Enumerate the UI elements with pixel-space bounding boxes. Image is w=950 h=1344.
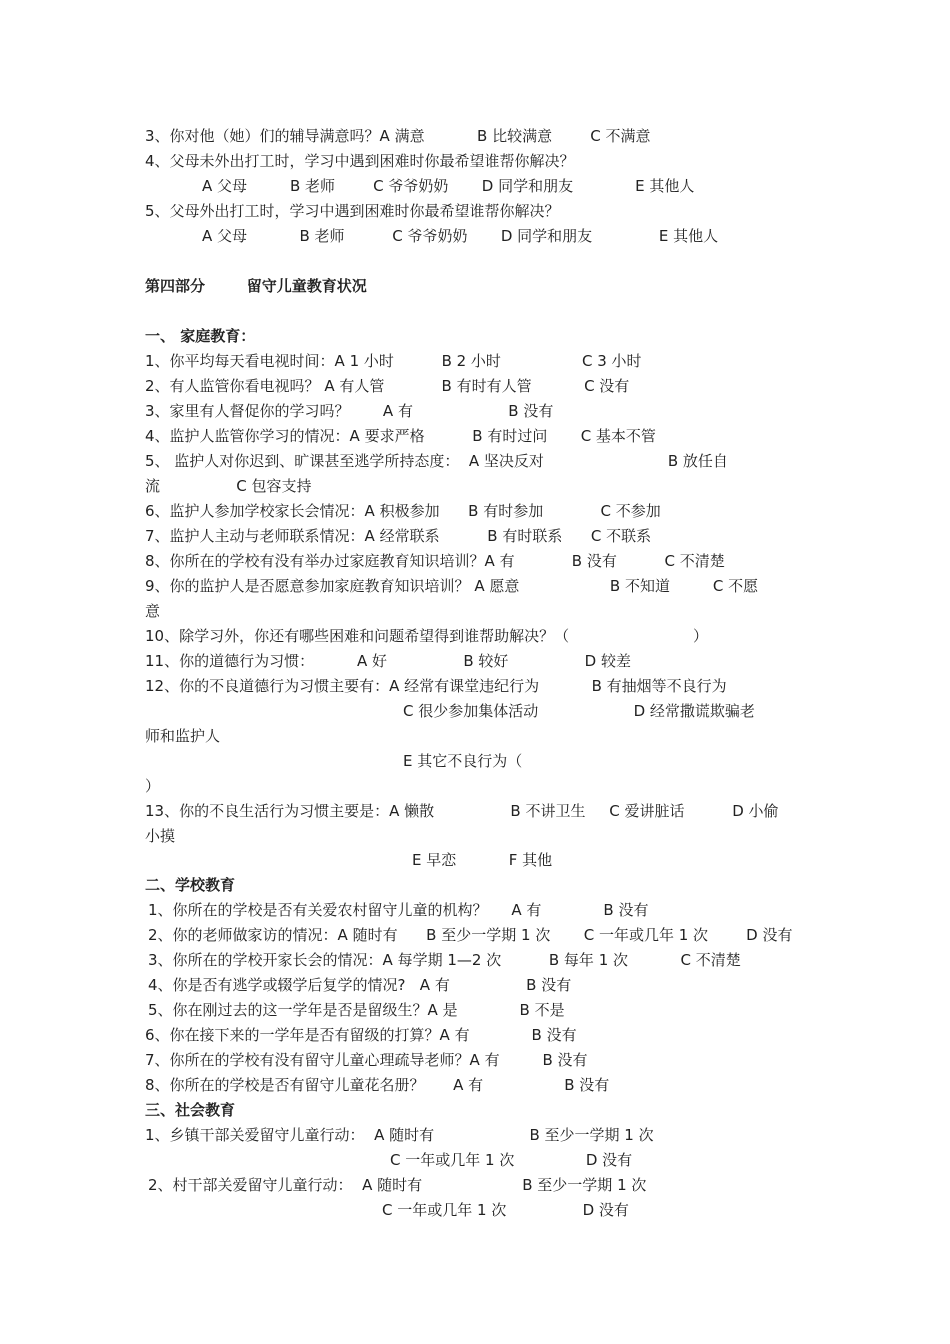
question-line: 5、你在刚过去的这一学年是否是留级生？A 是 B 不是 xyxy=(148,1001,565,1019)
question-line: 3、家里有人督促你的学习吗？ A 有 B 没有 xyxy=(145,402,554,420)
question-line: 8、你所在的学校有没有举办过家庭教育知识培训？A 有 B 没有 C 不清楚 xyxy=(145,552,725,570)
question-line: 3、你对他（她）们的辅导满意吗？A 满意 B 比较满意 C 不满意 xyxy=(145,127,651,145)
subsection-heading: 三、社会教育 xyxy=(145,1101,236,1119)
question-line: 4、父母未外出打工时，学习中遇到困难时你最希望谁帮你解决？ xyxy=(145,152,575,170)
question-line-cont: 师和监护人 xyxy=(145,727,221,745)
option-line: C 一年或几年 1 次 D 没有 xyxy=(390,1151,633,1169)
option-line: C 一年或几年 1 次 D 没有 xyxy=(382,1201,629,1219)
question-line: 4、你是否有逃学或辍学后复学的情况? A 有 B 没有 xyxy=(148,976,572,994)
question-line: 11、你的道德行为习惯： A 好 B 较好 D 较差 xyxy=(145,652,631,670)
subsection-heading: 二、学校教育 xyxy=(145,876,236,894)
subsection-heading: 一、 家庭教育： xyxy=(145,327,256,345)
question-line: 13、你的不良生活行为习惯主要是：A 懒散 B 不讲卫生 C 爱讲脏话 D 小偷 xyxy=(145,802,779,820)
question-line: 7、你所在的学校有没有留守儿童心理疏导老师？A 有 B 没有 xyxy=(145,1051,588,1069)
question-line-cont: 小摸 xyxy=(145,827,176,845)
question-line-cont: 流 C 包容支持 xyxy=(145,477,312,495)
question-line: 7、监护人主动与老师联系情况：A 经常联系 B 有时联系 C 不联系 xyxy=(145,527,652,545)
option-line: A 父母 B 老师 C 爷爷奶奶 D 同学和朋友 E 其他人 xyxy=(202,177,695,195)
option-line: E 其它不良行为（ xyxy=(403,752,523,770)
question-line: 5、父母外出打工时，学习中遇到困难时你最希望谁帮你解决？ xyxy=(145,202,560,220)
question-line: 2、有人监管你看电视吗？ A 有人管 B 有时有人管 C 没有 xyxy=(145,377,630,395)
question-line: 9、你的监护人是否愿意参加家庭教育知识培训？ A 愿意 B 不知道 C 不愿 xyxy=(145,577,759,595)
section-heading: 第四部分 留守儿童教育状况 xyxy=(145,277,367,295)
question-line: 1、你所在的学校是否有关爱农村留守儿童的机构？ A 有 B 没有 xyxy=(148,901,649,919)
question-line: 8、你所在的学校是否有留守儿童花名册？ A 有 B 没有 xyxy=(145,1076,610,1094)
option-line: C 很少参加集体活动 D 经常撒谎欺骗老 xyxy=(403,702,755,720)
question-line: 6、监护人参加学校家长会情况：A 积极参加 B 有时参加 C 不参加 xyxy=(145,502,661,520)
question-line: 6、你在接下来的一学年是否有留级的打算？A 有 B 没有 xyxy=(145,1026,577,1044)
question-line: 4、监护人监管你学习的情况：A 要求严格 B 有时过问 C 基本不管 xyxy=(145,427,656,445)
question-line: 1、你平均每天看电视时间：A 1 小时 B 2 小时 C 3 小时 xyxy=(145,352,642,370)
question-line: 10、除学习外，你还有哪些困难和问题希望得到谁帮助解决？（ ） xyxy=(145,627,709,645)
question-line: 1、乡镇干部关爱留守儿童行动： A 随时有 B 至少一学期 1 次 xyxy=(145,1126,654,1144)
question-line-cont: 意 xyxy=(145,602,161,620)
question-line: 3、你所在的学校开家长会的情况：A 每学期 1—2 次 B 每年 1 次 C 不清楚 xyxy=(148,951,741,969)
option-line: E 早恋 F 其他 xyxy=(412,851,553,869)
question-line: 2、你的老师做家访的情况：A 随时有 B 至少一学期 1 次 C 一年或几年 1 次 D 没有 xyxy=(148,926,793,944)
question-line: 2、村干部关爱留守儿童行动： A 随时有 B 至少一学期 1 次 xyxy=(148,1176,647,1194)
question-line: 5、 监护人对你迟到、旷课甚至逃学所持态度： A 坚决反对 B 放任自 xyxy=(145,452,728,470)
question-line: 12、你的不良道德行为习惯主要有：A 经常有课堂违纪行为 B 有抽烟等不良行为 xyxy=(145,677,727,695)
question-line-cont: ） xyxy=(145,777,161,795)
option-line: A 父母 B 老师 C 爷爷奶奶 D 同学和朋友 E 其他人 xyxy=(202,227,719,245)
